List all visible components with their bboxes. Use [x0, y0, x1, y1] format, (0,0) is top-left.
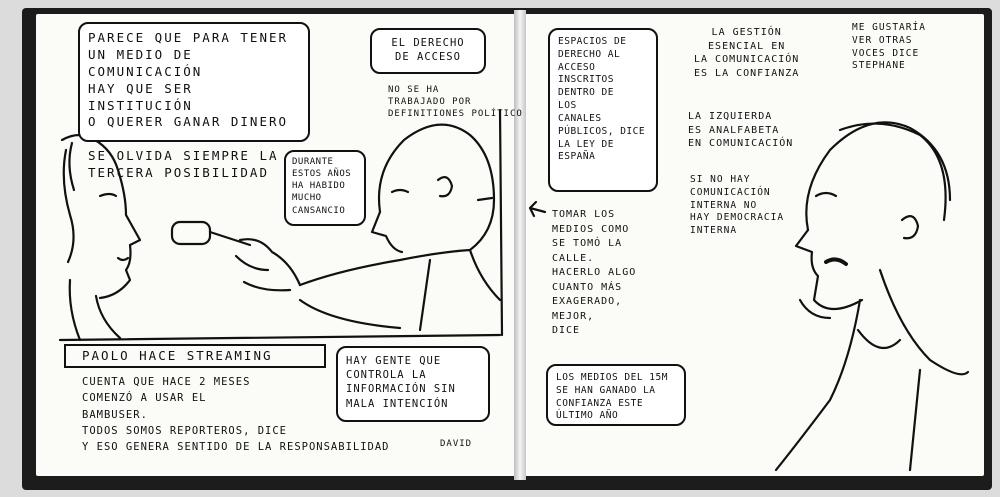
- text-tomar-medios: TOMAR LOS MEDIOS COMO SE TOMÓ LA CALLE. HACERLO ALGO CUANTO MÁS EXAGERADO, MEJOR, DICE: [552, 209, 637, 336]
- text-izquierda-analfabeta: LA IZQUIERDA ES ANALFABETA EN COMUNICACIÓN: [688, 111, 794, 149]
- bubble-control-informacion: HAY GENTE QUE CONTROLA LA INFORMACIÓN SIN MALA INTENCIÓN: [336, 346, 490, 422]
- bubble-espacios-derecho: ESPACIOS DE DERECHO AL ACCESO INSCRITOS DENTRO DE LOS CANALES PÚBLICOS, DICE LA LEY DE ESPAÑA: [548, 28, 658, 192]
- panel-bottom-line: [60, 335, 500, 340]
- caption-paolo-streaming: PAOLO HACE STREAMING: [82, 348, 273, 363]
- text-gustaria-voces: ME GUSTARÍA VER OTRAS VOCES DICE STEPHANE: [852, 22, 926, 72]
- bubble-cansancio: DURANTE ESTOS AÑOS HA HABIDO MUCHO CANSANCIO: [284, 150, 366, 226]
- panel-right-line: [500, 110, 502, 335]
- note-trabajado: NO SE HA TRABAJADO POR DEFINITIONES POLÍTICO: [388, 85, 523, 120]
- bubble-derecho-acceso: EL DERECHO DE ACCESO: [370, 28, 486, 74]
- signature-david: DAVID: [440, 439, 473, 449]
- text-comunicacion-interna: SI NO HAY COMUNICACIÓN INTERNA NO HAY DEMOCRACIA INTERNA: [690, 174, 785, 237]
- text-cuenta: CUENTA QUE HACE 2 MESES COMENZÓ A USAR EL BAMBUSER. TODOS SOMOS REPORTEROS, DICE Y ESO GENERA SENTIDO DE LA RESPONSABILIDAD: [82, 376, 390, 454]
- arrow-mark: [530, 202, 545, 216]
- bubble-medios-15m: LOS MEDIOS DEL 15M SE HAN GANADO LA CONFIANZA ESTE ÚLTIMO AÑO: [546, 364, 686, 426]
- bubble-medio-comunicacion: PARECE QUE PARA TENER UN MEDIO DE COMUNICACIÓN HAY QUE SER INSTITUCIÓN O QUERER GANAR DINERO SE OLVIDA SIEMPRE LA TERCERA POSIBILIDAD: [78, 22, 310, 142]
- stephane-portrait: [776, 122, 968, 470]
- microphone-sketch: [172, 222, 300, 290]
- text-gestion-confianza: LA GESTIÓN ESENCIAL EN LA COMUNICACIÓN ES LA CONFIANZA: [694, 27, 800, 79]
